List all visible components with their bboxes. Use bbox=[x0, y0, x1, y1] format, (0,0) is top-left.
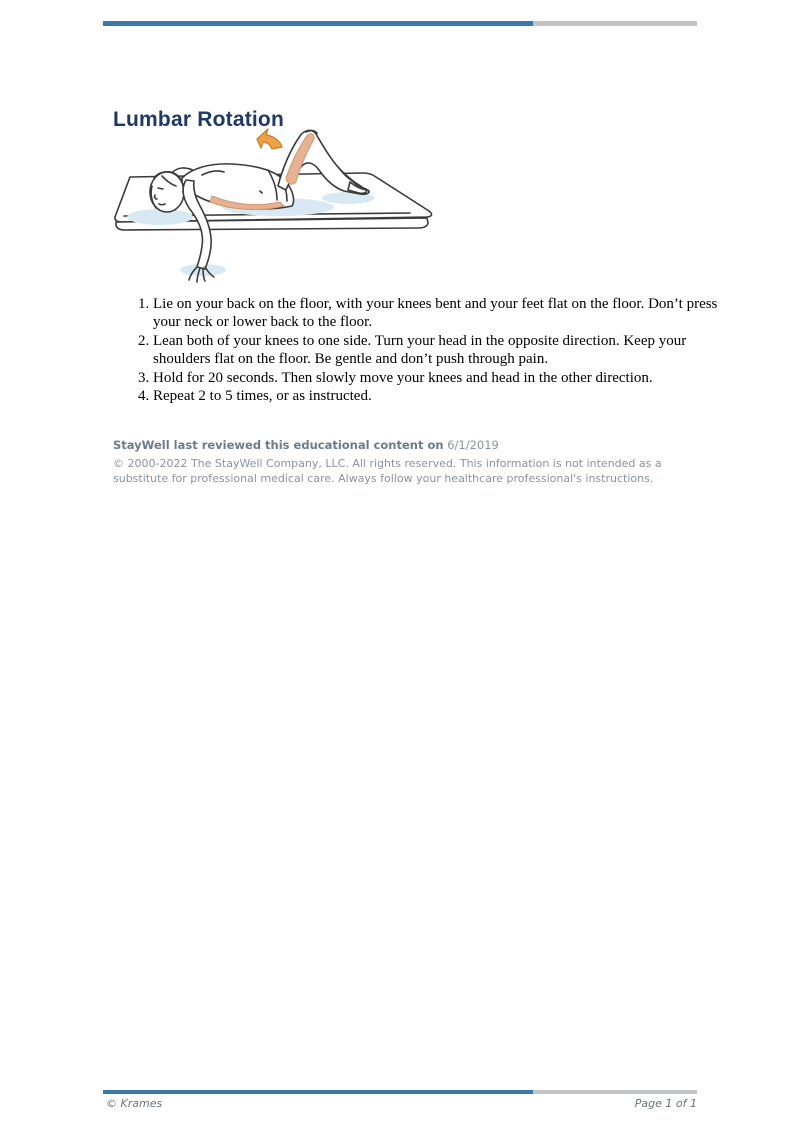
review-label: StayWell last reviewed this educational content on bbox=[113, 438, 444, 452]
exercise-illustration bbox=[110, 118, 444, 286]
instruction-step-1: 1. Lie on your back on the floor, with your knees bent and your feet flat on the floor. Don’t press your neck or lower back to the floor. bbox=[153, 295, 729, 332]
review-date: 6/1/2019 bbox=[443, 438, 499, 452]
instruction-list bbox=[113, 295, 729, 405]
top-rule-bar bbox=[103, 21, 697, 26]
instruction-step-2: 2. Lean both of your knees to one side. Turn your head in the opposite direction. Keep your shoulders flat on the floor. Be gentle and don’t push through pain. bbox=[153, 332, 729, 369]
footer-rule-bar bbox=[103, 1090, 697, 1094]
rotation-direction-arrow-icon bbox=[257, 129, 282, 149]
top-rule-blue-segment bbox=[103, 21, 533, 26]
instruction-step-4: 4. Repeat 2 to 5 times, or as instructed. bbox=[153, 387, 729, 405]
footer-page-number: Page 1 of 1 bbox=[634, 1097, 697, 1110]
footer-brand: © Krames bbox=[106, 1097, 163, 1110]
copyright-notice: © 2000-2022 The StayWell Company, LLC. All rights reserved. This information is not intended as a substitute for professional medical care. Always follow your healthcare professional's instructions. bbox=[113, 457, 662, 485]
page-title: Lumbar Rotation bbox=[113, 108, 284, 132]
page-footer bbox=[103, 1097, 697, 1110]
footer-rule-blue-segment bbox=[103, 1090, 533, 1094]
top-rule-gray-segment bbox=[533, 21, 697, 26]
instruction-step-3: 3. Hold for 20 seconds. Then slowly move your knees and head in the other direction. bbox=[153, 369, 729, 387]
review-statement bbox=[113, 438, 499, 452]
footer-rule-gray-segment bbox=[533, 1090, 697, 1094]
